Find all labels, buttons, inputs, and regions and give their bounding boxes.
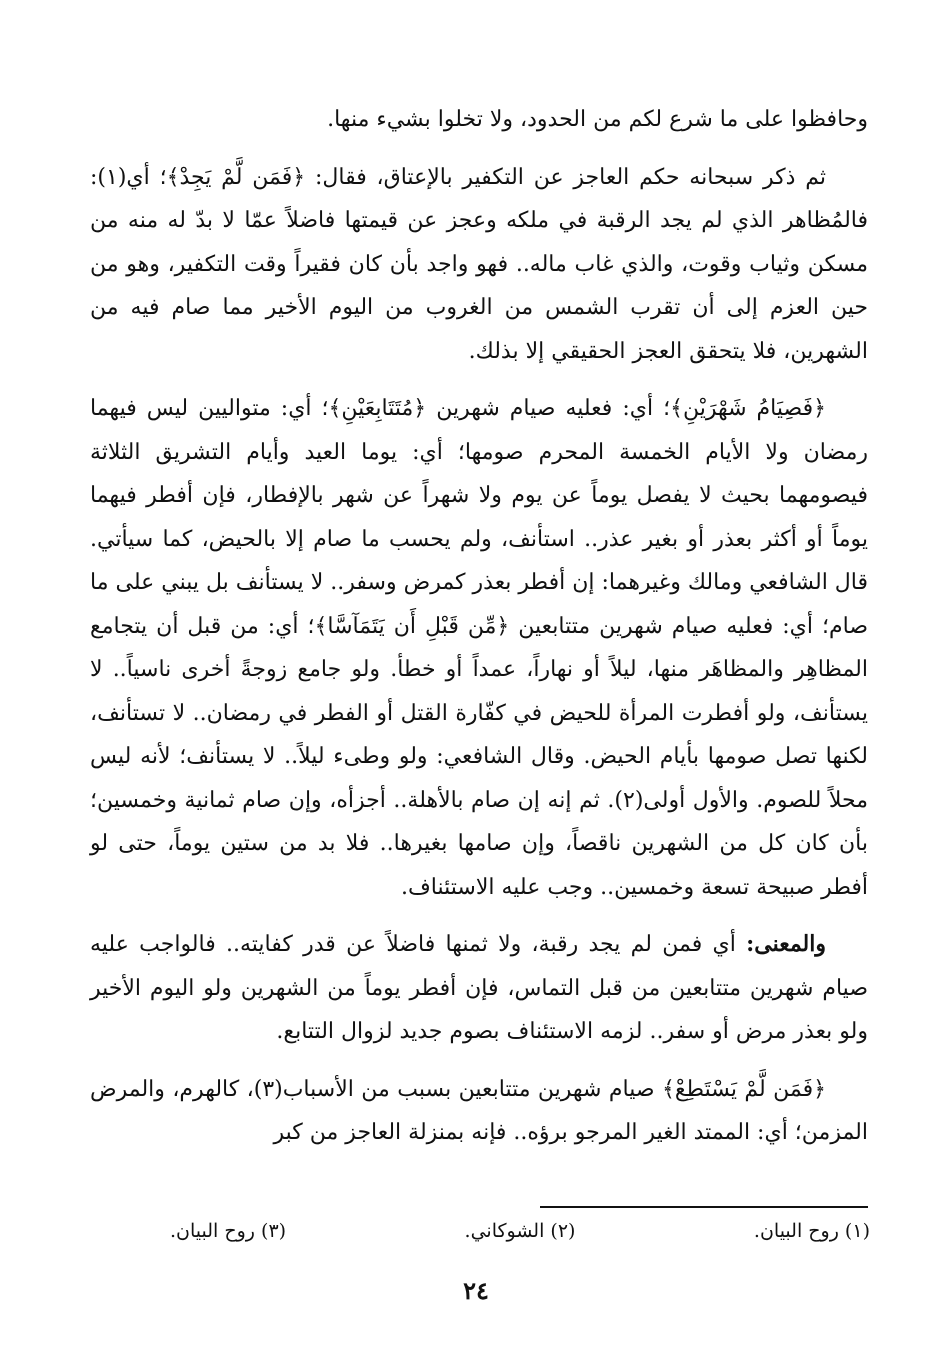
text-line: ثم ذكر سبحانه حكم العاجز عن التكفير بالإعتاق، فقال: ﴿فَمَن لَّمْ يَجِدْ﴾؛ — [159, 164, 826, 190]
text-line: أفطر فيهما يوماً أو أكثر بعذر أو بغير عذر.. استأنف، ولم يحسب ما صام إلا — [90, 483, 868, 552]
text-line: الأخير ولو بعذر مرض أو سفر.. لزمه الاستئناف بصوم جديد لزوال التتابع. — [90, 975, 868, 1044]
footnote-1: (١) روح البيان. — [753, 1220, 870, 1242]
text-line: التكفير، وهو من حين العزم إلى أن تقرب الشمس من الغروب من اليوم الأخير مما — [90, 251, 868, 320]
page-body — [90, 98, 868, 1155]
text-line: له منه من مسكن وثياب وقوت، والذي غاب ماله.. فهو واجد بأن كان فقيراً وقت — [90, 208, 868, 277]
text-line: الثلاثة فيصومهما بحيث لا يفصل يوماً عن يوم ولا شهراً عن شهر بالإفطار، فإن — [90, 439, 869, 508]
text-line: أي فمن لم يجد رقبة، ولا ثمنها فاضلاً عن قدر كفايته.. فالواجب — [139, 932, 747, 957]
text-line: أي(١): فالمُظاهر الذي لم يجد الرقبة في ملكه وعجز عن قيمتها فاضلاً عمّا لا بدّ — [90, 164, 869, 233]
paragraph-lead: والمعنى: — [746, 931, 826, 957]
paragraph-1 — [90, 98, 868, 142]
footnote-divider — [540, 1206, 868, 1208]
text-line: والمرض المزمن؛ أي: الممتد الغير المرجو برؤه.. فإنه بمنزلة العاجز من كبر — [90, 1076, 868, 1145]
page-number: ٢٤ — [463, 1276, 489, 1305]
text-line: يوماً، حتى لو أفطر صبيحة تسعة وخمسين.. وجب عليه الاستئناف. — [90, 831, 868, 900]
text-line: قَبْلِ أَن يَتَمَآسَّا﴾؛ أي: من قبل أن يتجامع المظاهِر والمظاهَر منها، ليلاً أو نهاراً، — [90, 613, 869, 682]
text-line: بأيام الحيض. وقال الشافعي: ولو وطىء ليلاً.. لا يستأنف؛ لأنه ليس محلاً — [90, 744, 868, 813]
text-line: للحيض في كفّارة القتل أو الفطر في رمضان.. لا تستأنف، لكنها تصل صومها — [90, 700, 868, 769]
footnote-2: (٢) الشوكاني. — [464, 1220, 576, 1242]
text-line: ﴿فَمَن لَّمْ يَسْتَطِعْ﴾ صيام شهرين متتابعين بسبب من الأسباب(٣)، كالهرم، — [172, 1076, 827, 1102]
text-line: بالحيض، كما سيأتي. قال الشافعي ومالك وغيرهما: إن أفطر بعذر كمرض — [90, 526, 869, 595]
paragraph-4 — [90, 923, 868, 1054]
paragraph-2 — [90, 156, 868, 374]
text-line: عمداً أو خطأ. ولو جامع زوجةً أخرى ناسياً.. لا يستأنف، ولو أفطرت المرأة — [90, 657, 868, 726]
footnotes — [170, 1220, 870, 1254]
text-line: ﴿فَصِيَامُ شَهْرَيْنِ﴾؛ أي: فعليه صيام شهرين ﴿مُتَتَابِعَيْنِ﴾؛ أي: متواليين ليس — [146, 396, 826, 421]
text-line: وخمسين؛ بأن كان كل من الشهرين ناقصاً، وإن صامها بغيرها.. فلا بد من ستين — [90, 787, 868, 856]
paragraph-5 — [90, 1068, 868, 1155]
text-line: وسفر.. لا يستأنف بل يبني على ما صام؛ أي: فعليه صيام شهرين متتابعين ﴿مِّن — [90, 570, 869, 639]
text-line: عليه صيام شهرين متتابعين من قبل التماس، فإن أفطر يوماً من الشهرين ولو اليوم — [90, 932, 868, 1001]
text-line: وحافظوا على ما شرع لكم من الحدود، ولا تخلوا بشيء منها. — [327, 107, 868, 132]
text-line: فيهما رمضان ولا الأيام الخمسة المحرم صومها؛ أي: يوما العيد وأيام التشريق — [90, 396, 868, 465]
paragraph-3 — [90, 387, 868, 909]
text-line: للصوم. والأول أولى(٢). ثم إنه إن صام بالأهلة.. أجزأه، وإن صام ثمانية — [184, 787, 822, 813]
text-line: صام فيه من الشهرين، فلا يتحقق العجز الحقيقي إلا بذلك. — [90, 295, 868, 364]
footnote-3: (٣) روح البيان. — [170, 1220, 287, 1242]
